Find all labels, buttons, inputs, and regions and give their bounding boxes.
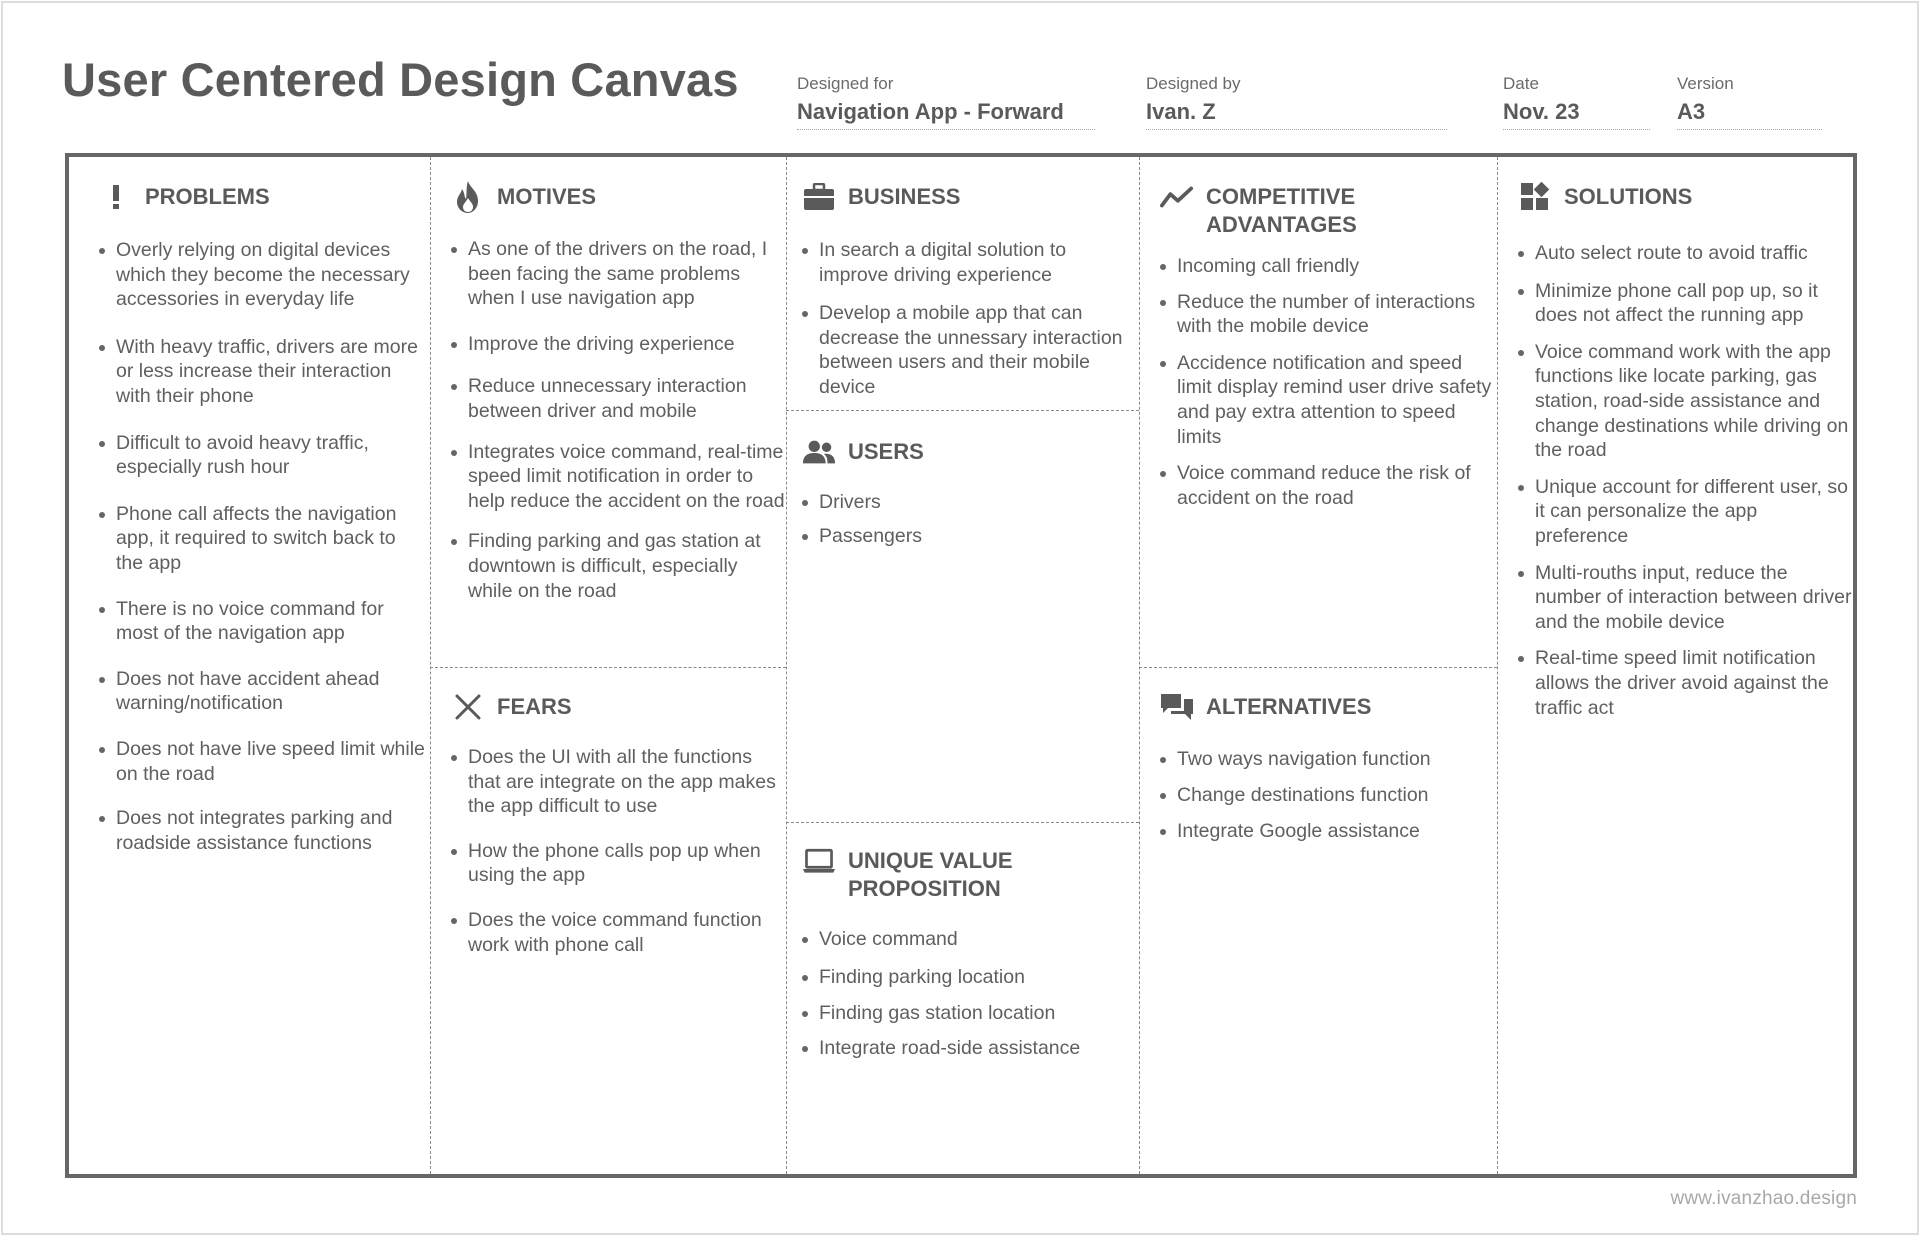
designed-for-label: Designed for bbox=[797, 74, 894, 93]
meta-date bbox=[1503, 74, 1650, 130]
column-divider bbox=[1139, 157, 1140, 1174]
list-item: Improve the driving experience bbox=[451, 332, 785, 357]
list-item: Reduce the number of interactions with the mobile device bbox=[1160, 290, 1495, 339]
row-divider bbox=[786, 822, 1139, 823]
list-item: Change destinations function bbox=[1160, 783, 1495, 808]
list-item: Voice command bbox=[802, 927, 1137, 952]
list-item: Two ways navigation function bbox=[1160, 747, 1495, 772]
list-item: Develop a mobile app that can decrease the unnessary interaction between users and their mobile device bbox=[802, 301, 1137, 399]
problems-list bbox=[99, 238, 427, 855]
alternatives-title: ALTERNATIVES bbox=[1206, 694, 1372, 719]
motives-title: MOTIVES bbox=[497, 184, 597, 209]
list-item: Reduce unnecessary interaction between driver and mobile bbox=[451, 374, 785, 423]
list-item: Finding gas station location bbox=[802, 1001, 1137, 1026]
competitive-list bbox=[1160, 254, 1495, 510]
alternatives-section bbox=[1160, 691, 1495, 1171]
list-item: Real-time speed limit notification allows the driver avoid against the traffic act bbox=[1518, 646, 1854, 720]
footer-url: www.ivanzhao.design bbox=[1670, 1188, 1857, 1209]
users-header bbox=[802, 436, 1137, 468]
widgets-icon bbox=[1518, 181, 1552, 213]
designed-by-value: Ivan. Z bbox=[1146, 99, 1447, 130]
uvp-list bbox=[802, 927, 1137, 1060]
row-divider bbox=[430, 667, 786, 668]
users-list bbox=[802, 490, 1137, 548]
business-list bbox=[802, 238, 1137, 400]
list-item: Integrates voice command, real-time speed limit notification in order to help reduce the accident on the road bbox=[451, 440, 785, 514]
list-item: Finding parking location bbox=[802, 965, 1137, 990]
business-section bbox=[802, 181, 1137, 409]
list-item: There is no voice command for most of the navigation app bbox=[99, 597, 427, 646]
designed-by-label: Designed by bbox=[1146, 74, 1241, 93]
list-item: Phone call affects the navigation app, it required to switch back to the app bbox=[99, 502, 427, 576]
uvp-header bbox=[802, 845, 1137, 903]
fears-list bbox=[451, 745, 785, 957]
list-item: Integrate road-side assistance bbox=[802, 1036, 1137, 1061]
meta-version bbox=[1677, 74, 1822, 130]
uvp-section bbox=[802, 845, 1137, 1171]
solutions-header bbox=[1518, 181, 1854, 213]
competitive-title bbox=[1206, 181, 1357, 239]
problems-section bbox=[99, 181, 427, 1171]
list-item: Integrate Google assistance bbox=[1160, 819, 1495, 844]
list-item: Voice command work with the app functions like locate parking, gas station, road-side assistance and change destinations while driving on the road bbox=[1518, 340, 1854, 463]
list-item: Does not integrates parking and roadside assistance functions bbox=[99, 806, 427, 855]
list-item: Difficult to avoid heavy traffic, especially rush hour bbox=[99, 431, 427, 480]
date-label: Date bbox=[1503, 74, 1539, 93]
list-item: Drivers bbox=[802, 490, 1137, 515]
list-item: Does the UI with all the functions that are integrate on the app makes the app difficult to use bbox=[451, 745, 785, 819]
list-item: Does not have accident ahead warning/notification bbox=[99, 667, 427, 716]
uvp-title bbox=[848, 845, 1013, 903]
column-divider bbox=[430, 157, 431, 1174]
row-divider bbox=[786, 410, 1139, 411]
meta-designed-by bbox=[1146, 74, 1447, 130]
list-item: Does the voice command function work with phone call bbox=[451, 908, 785, 957]
list-item: Incoming call friendly bbox=[1160, 254, 1495, 279]
row-divider bbox=[1139, 667, 1497, 668]
x-icon bbox=[451, 691, 485, 723]
designed-for-value: Navigation App - Forward bbox=[797, 99, 1095, 130]
solutions-section bbox=[1518, 181, 1854, 1171]
briefcase-icon bbox=[802, 181, 836, 213]
solutions-list bbox=[1518, 241, 1854, 720]
flame-icon bbox=[451, 181, 485, 213]
problems-title: PROBLEMS bbox=[145, 184, 270, 209]
motives-section bbox=[451, 181, 785, 665]
page-title: User Centered Design Canvas bbox=[62, 53, 739, 106]
exclamation-icon bbox=[99, 181, 133, 213]
uvp-title-line1: UNIQUE VALUE bbox=[848, 848, 1013, 873]
date-value: Nov. 23 bbox=[1503, 99, 1650, 130]
column-divider bbox=[786, 157, 787, 1174]
list-item: Voice command reduce the risk of accident on the road bbox=[1160, 461, 1495, 510]
version-value: A3 bbox=[1677, 99, 1822, 130]
users-section bbox=[802, 436, 1137, 816]
list-item: Finding parking and gas station at downtown is difficult, especially while on the road bbox=[451, 529, 785, 603]
competitive-title-line1: COMPETITIVE bbox=[1206, 184, 1356, 209]
list-item: Minimize phone call pop up, so it does not affect the running app bbox=[1518, 279, 1854, 328]
users-icon bbox=[802, 436, 836, 468]
solutions-title: SOLUTIONS bbox=[1564, 184, 1693, 209]
list-item: Does not have live speed limit while on the road bbox=[99, 737, 427, 786]
version-label: Version bbox=[1677, 74, 1734, 93]
list-item: Passengers bbox=[802, 524, 1137, 549]
list-item: With heavy traffic, drivers are more or less increase their interaction with their phone bbox=[99, 335, 427, 409]
users-title: USERS bbox=[848, 439, 924, 464]
list-item: Accidence notification and speed limit display remind user drive safety and pay extra attention to speed limits bbox=[1160, 351, 1495, 449]
laptop-icon bbox=[802, 845, 836, 877]
list-item: Multi-rouths input, reduce the number of interaction between driver and the mobile device bbox=[1518, 561, 1854, 635]
business-title: BUSINESS bbox=[848, 184, 961, 209]
list-item: Auto select route to avoid traffic bbox=[1518, 241, 1854, 266]
list-item: As one of the drivers on the road, I been facing the same problems when I use navigation app bbox=[451, 237, 785, 311]
fears-section bbox=[451, 691, 785, 1171]
competitive-header bbox=[1160, 181, 1495, 239]
motives-list bbox=[451, 237, 785, 603]
competitive-advantages-section bbox=[1160, 181, 1495, 665]
list-item: In search a digital solution to improve driving experience bbox=[802, 238, 1137, 287]
problems-header bbox=[99, 181, 427, 213]
column-divider bbox=[1497, 157, 1498, 1174]
business-header bbox=[802, 181, 1137, 213]
list-item: How the phone calls pop up when using the app bbox=[451, 839, 785, 888]
competitive-title-line2: ADVANTAGES bbox=[1206, 212, 1357, 237]
trend-line-icon bbox=[1160, 181, 1194, 213]
alternatives-header bbox=[1160, 691, 1495, 723]
list-item: Overly relying on digital devices which they become the necessary accessories in everyday life bbox=[99, 238, 427, 312]
list-item: Unique account for different user, so it can personalize the app preference bbox=[1518, 475, 1854, 549]
motives-header bbox=[451, 181, 785, 213]
design-canvas bbox=[65, 153, 1857, 1178]
uvp-title-line2: PROPOSITION bbox=[848, 876, 1001, 901]
meta-designed-for bbox=[797, 74, 1095, 130]
fears-title: FEARS bbox=[497, 694, 572, 719]
chat-bubbles-icon bbox=[1160, 691, 1194, 723]
alternatives-list bbox=[1160, 747, 1495, 844]
fears-header bbox=[451, 691, 785, 723]
